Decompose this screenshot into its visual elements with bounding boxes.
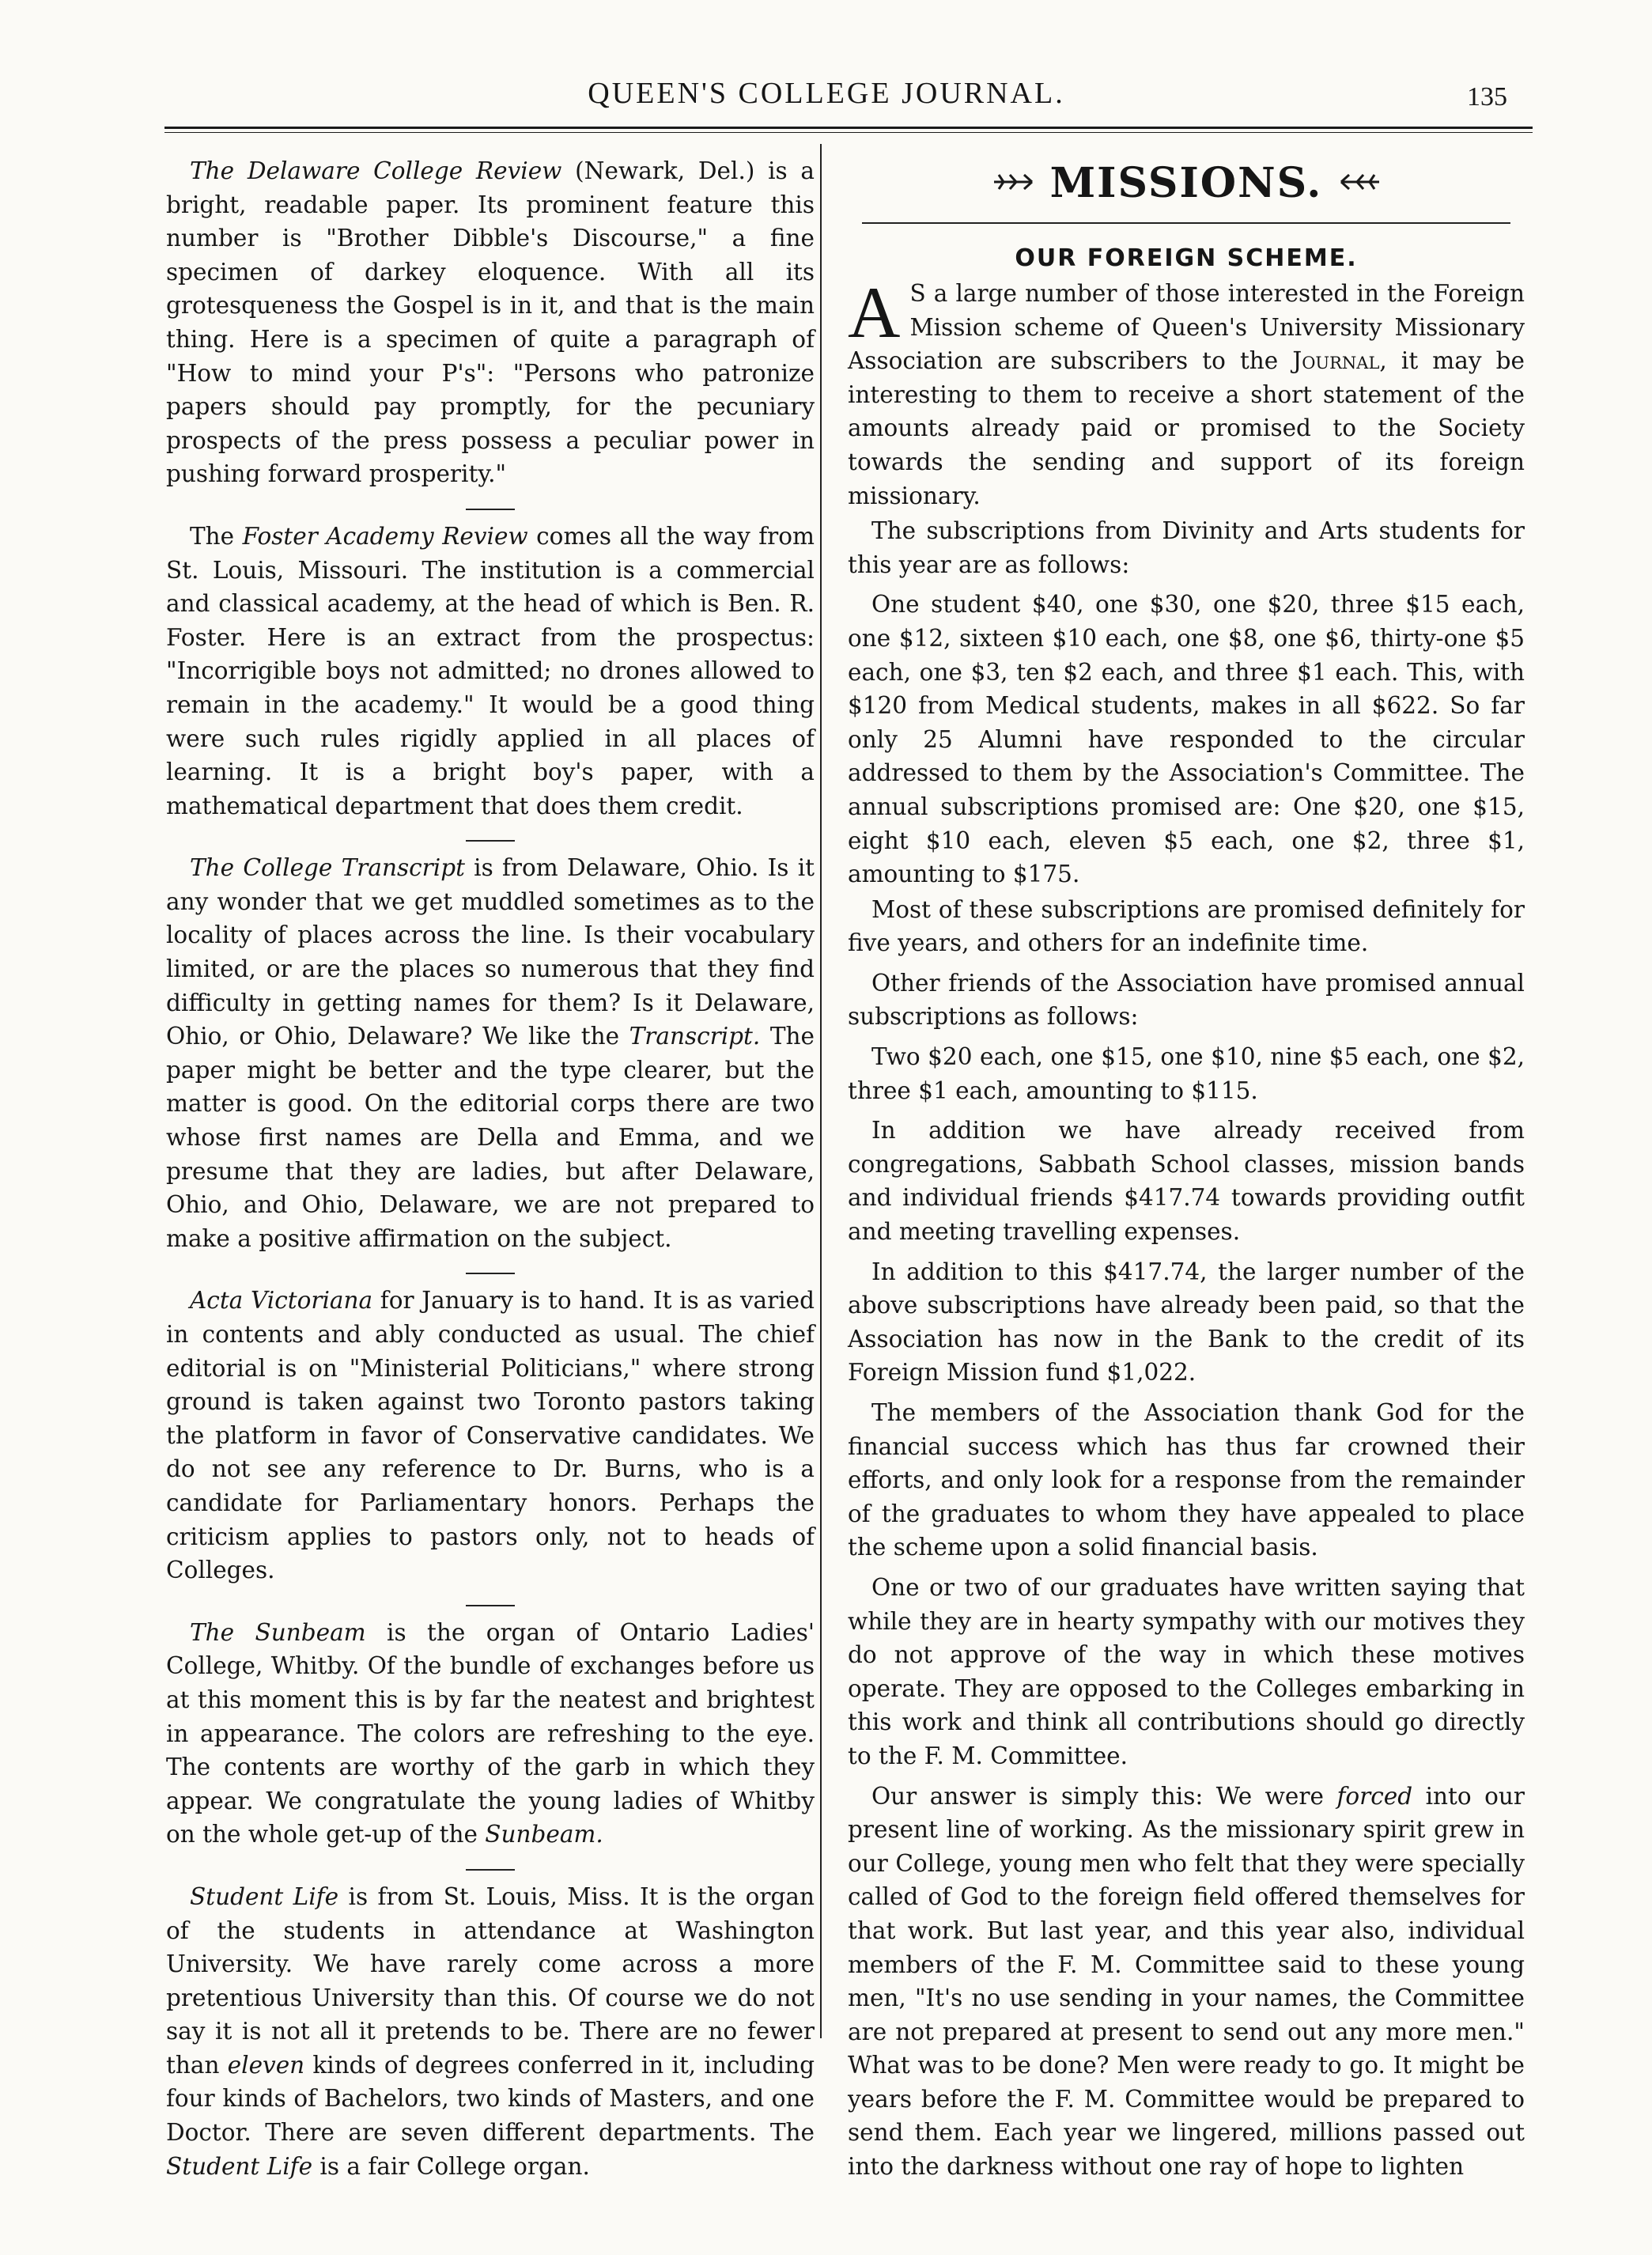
missions-paragraph: Other friends of the Association have promised annual subscriptions as follows:: [848, 969, 1525, 1031]
publication-title: Student Life: [190, 1882, 339, 1910]
missions-paragraph: In addition to this $417.74, the larger number of the above subscriptions have already been paid, so that the Association has now in the Bank to the credit of its Foreign Mission fund $1,022.: [848, 1258, 1525, 1387]
emphasis: eleven: [227, 2051, 305, 2079]
section-title: MISSIONS.: [1049, 159, 1323, 207]
review-acta-victoriana: [166, 1284, 815, 1587]
publication-title: Transcript.: [629, 1023, 761, 1050]
missions-paragraph: Two $20 each, one $15, one $10, nine $5 each, one $2, three $1 each, amounting to $115.: [848, 1043, 1525, 1104]
separator-rule: [466, 1273, 515, 1274]
article-heading: OUR FOREIGN SCHEME.: [1015, 244, 1358, 272]
missions-paragraph: The subscriptions from Divinity and Arts students for this year are as follows:: [848, 517, 1525, 578]
separator-rule: [466, 1605, 515, 1606]
journal-title: QUEEN'S COLLEGE JOURNAL.: [588, 77, 1065, 110]
paragraph-text: is from Delaware, Ohio. Is it any wonder that we get muddled sometimes as to the locality of places across the line. Is their vocabulary limited, or are the places so numerous that they find difficulty in getting names for them? Is it Delaware, Ohio, or Ohio, Delaware? We like the: [166, 854, 815, 1050]
paragraph-text: into our present line of working. As the missionary spirit grew in our College, young men who felt that they were specially called of God to the foreign field offered themselves for that work. But last year, and this year also, individual members of the F. M. Committee said to these young men, "It's no use sending in your names, the Committee are not prepared at present to send out any more men." What was to be done? Men were ready to go. It might be years before the F. M. Committee would be prepared to send them. Each year we lingered, millions passed out into the darkness without one ray of hope to lighten: [848, 1782, 1525, 2181]
column-divider: [820, 144, 822, 2038]
drop-cap: A: [848, 272, 901, 353]
missions-paragraph: One or two of our graduates have written saying that while they are in hearty sympathy with our motives they do not approve of the way in which these motives operate. They are opposed to the Colleges embarking in this work and think all contributions should go directly to the F. M. Committee.: [848, 1573, 1525, 1769]
paragraph-text: is the organ of Ontario Ladies' College, Whitby. Of the bundle of exchanges before us at this moment this is by far the neatest and brightest in appearance. The colors are refreshing to the eye. The contents are worthy of the garb in which they appear. We congratulate the young ladies of Whitby on the whole get-up of the: [166, 1618, 815, 1848]
missions-paragraph: Most of these subscriptions are promised definitely for five years, and others for an indefinite time.: [848, 895, 1525, 957]
emphasis: forced: [1336, 1782, 1413, 1810]
publication-title: Acta Victoriana: [190, 1287, 373, 1315]
separator-rule: [466, 840, 515, 842]
paragraph-text: is from St. Louis, Miss. It is the organ of the students in attendance at Washington University. We have rarely come across a more pretentious University than this. Of course we do not say it is not all it pretends to be. There are no fewer than: [166, 1882, 815, 2079]
paragraph-text: comes all the way from St. Louis, Missouri. The institution is a commercial and classical academy, at the head of which is Ben. R. Foster. Here is an extract from the prospectus: "Incorrigible boys not admitted; no drones allowed to remain in the academy." It would be a good thing were such rules rigidly applied in all places of learning. It is a bright boy's paper, with a mathematical department that does them credit.: [166, 522, 815, 819]
paragraph-lead: The: [190, 522, 243, 550]
publication-title: Sunbeam.: [485, 1821, 603, 1848]
missions-paragraph: In addition we have already received from congregations, Sabbath School classes, mission bands and individual friends $417.74 towards providing outfit and meeting travelling expenses.: [848, 1117, 1525, 1246]
left-column: [166, 154, 815, 2183]
journal-name: Journal: [1292, 347, 1380, 375]
missions-paragraph: The members of the Association thank God for the financial success which has thus far crowned their efforts, and only look for a response from the remainder of the graduates to whom they have appealed to place the scheme upon a solid financial basis.: [848, 1399, 1525, 1561]
paragraph-text: for January is to hand. It is as varied in contents and ably conducted as usual. The chief editorial is on "Ministerial Politicians," where strong ground is taken against two Toronto pastors taking the platform in favor of Conservative candidates. We do not see any reference to Dr. Burns, who is a candidate for Parliamentary honors. Perhaps the criticism applies to pastors only, not to heads of Colleges.: [166, 1287, 815, 1584]
missions-banner: [848, 159, 1525, 214]
ornament-left-icon: [992, 165, 1040, 202]
publication-title: Student Life: [166, 2152, 313, 2180]
header-rule-thin: [164, 132, 1533, 133]
publication-title: The College Transcript: [190, 854, 465, 882]
publication-title: The Sunbeam: [190, 1618, 366, 1646]
right-column: [848, 154, 1525, 2184]
ornament-right-icon: [1333, 165, 1381, 202]
separator-rule: [466, 1869, 515, 1871]
paragraph-text: S a large number of those interested in the Foreign Mission scheme of Queen's University Missionary Association are subscribers to the: [848, 280, 1525, 375]
section-rule: [862, 222, 1510, 224]
publication-title: Foster Academy Review: [242, 522, 528, 550]
paragraph-text: (Newark, Del.) is a bright, readable paper. Its prominent feature this number is "Brother Dibble's Discourse," a fine specimen of darkey eloquence. With all its grotesqueness the Gospel is in it, and that is the main thing. Here is a specimen of quite a paragraph of "How to mind your P's": "Persons who patronize papers should pay promptly, for the pecuniary prospects of the press possess a peculiar power in pushing forward prosperity.": [166, 157, 815, 488]
header-rule: [164, 127, 1533, 129]
missions-paragraph: [848, 272, 1525, 513]
page-number: 135: [1467, 82, 1507, 112]
page-header: [0, 73, 1652, 128]
paragraph-text: kinds of degrees conferred in it, including four kinds of Bachelors, two kinds of Masters, and one Doctor. There are seven different departments. The: [166, 2051, 815, 2147]
paragraph-text: Our answer is simply this: We were: [871, 1782, 1337, 1810]
paragraph-text: The paper might be better and the type clearer, but the matter is good. On the editorial corps there are two whose first names are Della and Emma, and we presume that they are ladies, but after Delaware, Ohio, and Ohio, Delaware, we are not prepared to make a positive affirmation on the subject.: [166, 1023, 815, 1252]
review-foster-academy: [166, 520, 815, 823]
review-sunbeam: [166, 1616, 815, 1852]
paragraph-text: , it may be interesting to them to receive a short statement of the amounts already paid or promised to the Society towards the sending and support of its foreign missionary.: [848, 347, 1525, 509]
review-college-transcript: [166, 851, 815, 1255]
paragraph-text: is a fair College organ.: [312, 2152, 590, 2180]
separator-rule: [466, 509, 515, 510]
review-student-life: [166, 1880, 815, 2183]
publication-title: The Delaware College Review: [190, 157, 562, 184]
missions-paragraph: One student $40, one $30, one $20, three $15 each, one $12, sixteen $10 each, one $8, one $6, thirty-one $5 each, one $3, ten $2 each, and three $1 each. This, with $120 from Medical students, makes in all $622. So far only 25 Alumni have responded to the circular addressed to them by the Association's Committee. The annual subscriptions promised are: One $20, one $15, eight $10 each, eleven $5 each, one $2, three $1, amounting to $175.: [848, 591, 1525, 888]
review-delaware-college: [166, 154, 815, 491]
missions-paragraph: [848, 1780, 1525, 2184]
